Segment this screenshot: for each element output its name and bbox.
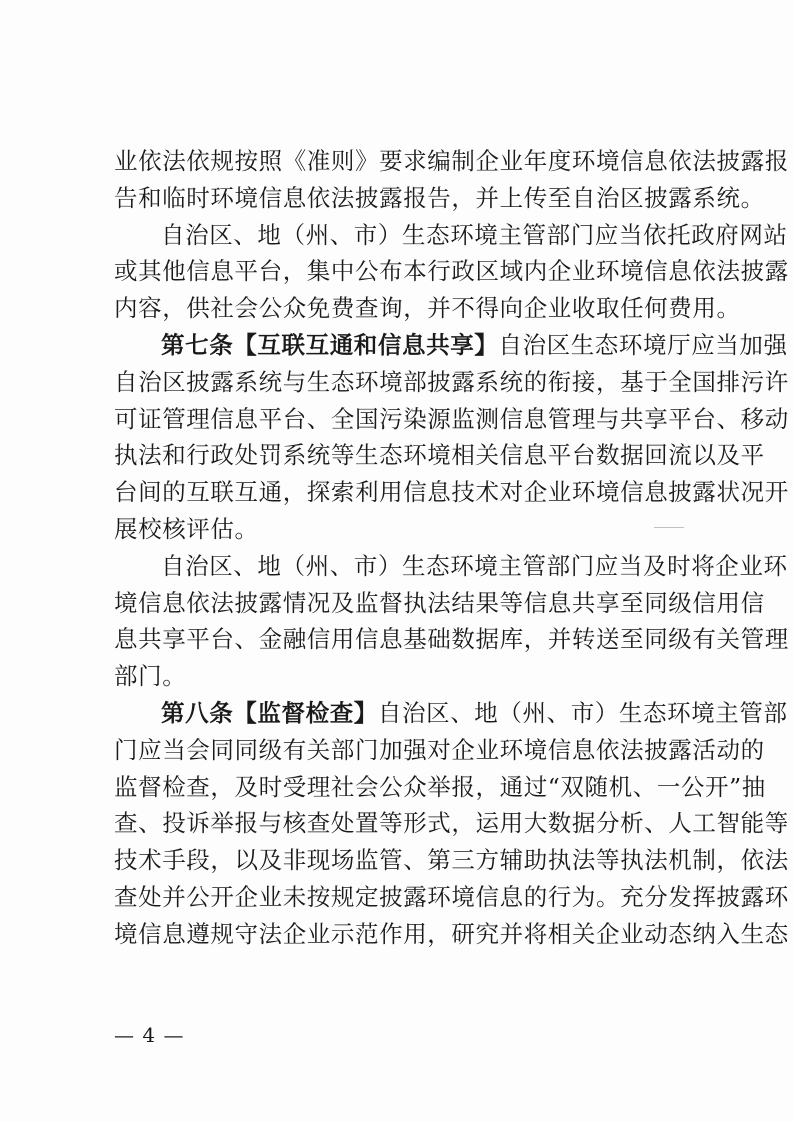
paragraph-line: 查、投诉举报与核查处置等形式，运用大数据分析、人工智能等 xyxy=(114,809,789,838)
paragraph-line: 查处并公开企业未按规定披露环境信息的行为。充分发挥披露环 xyxy=(114,882,789,911)
paragraph-text: 自治区生态环境厅应当加强 xyxy=(498,330,788,359)
document-body xyxy=(114,143,789,953)
scan-mark xyxy=(654,527,684,528)
paragraph-line: 监督检查，及时受理社会公众举报，通过“双随机、一公开”抽 xyxy=(114,772,766,801)
paragraph-line: 自治区、地（州、市）生态环境主管部门应当依托政府网站 xyxy=(161,220,788,249)
paragraph-line: 展校核评估。 xyxy=(114,514,259,543)
paragraph-line: 息共享平台、金融信用信息基础数据库，并转送至同级有关管理 xyxy=(114,625,789,654)
paragraph-line: 自治区披露系统与生态环境部披露系统的衔接，基于全国排污许 xyxy=(114,367,789,396)
paragraph-line: 境信息遵规守法企业示范作用，研究并将相关企业动态纳入生态 xyxy=(114,919,789,948)
paragraph-line: 告和临时环境信息依法披露报告，并上传至自治区披露系统。 xyxy=(114,183,765,212)
paragraph-line: 或其他信息平台，集中公布本行政区域内企业环境信息依法披露 xyxy=(114,257,789,286)
paragraph-line: 部门。 xyxy=(114,662,187,691)
article-8-heading: 第八条【监督检查】 xyxy=(161,698,378,727)
paragraph-line: 可证管理信息平台、全国污染源监测信息管理与共享平台、移动 xyxy=(114,404,789,433)
paragraph-line: 业依法依规按照《准则》要求编制企业年度环境信息依法披露报 xyxy=(114,147,789,175)
paragraph-line: 自治区、地（州、市）生态环境主管部门应当及时将企业环 xyxy=(161,551,788,580)
article-7-first-line xyxy=(114,327,788,364)
page-number: — 4 — xyxy=(114,1023,185,1047)
paragraph-line: 内容，供社会公众免费查询，并不得向企业收取任何费用。 xyxy=(114,294,741,323)
paragraph-line: 执法和行政处罚系统等生态环境相关信息平台数据回流以及平 xyxy=(114,441,765,470)
paragraph-line: 台间的互联互通，探索利用信息技术对企业环境信息披露状况开 xyxy=(114,478,789,507)
article-7-heading: 第七条【互联互通和信息共享】 xyxy=(161,330,499,359)
article-8-first-line xyxy=(114,695,788,732)
paragraph-line: 门应当会同同级有关部门加强对企业环境信息依法披露活动的 xyxy=(114,735,765,764)
paragraph-text: 自治区、地（州、市）生态环境主管部 xyxy=(377,698,788,727)
paragraph-line: 境信息依法披露情况及监督执法结果等信息共享至同级信用信 xyxy=(114,588,765,617)
paragraph-line: 技术手段，以及非现场监管、第三方辅助执法等执法机制，依法 xyxy=(114,846,789,875)
